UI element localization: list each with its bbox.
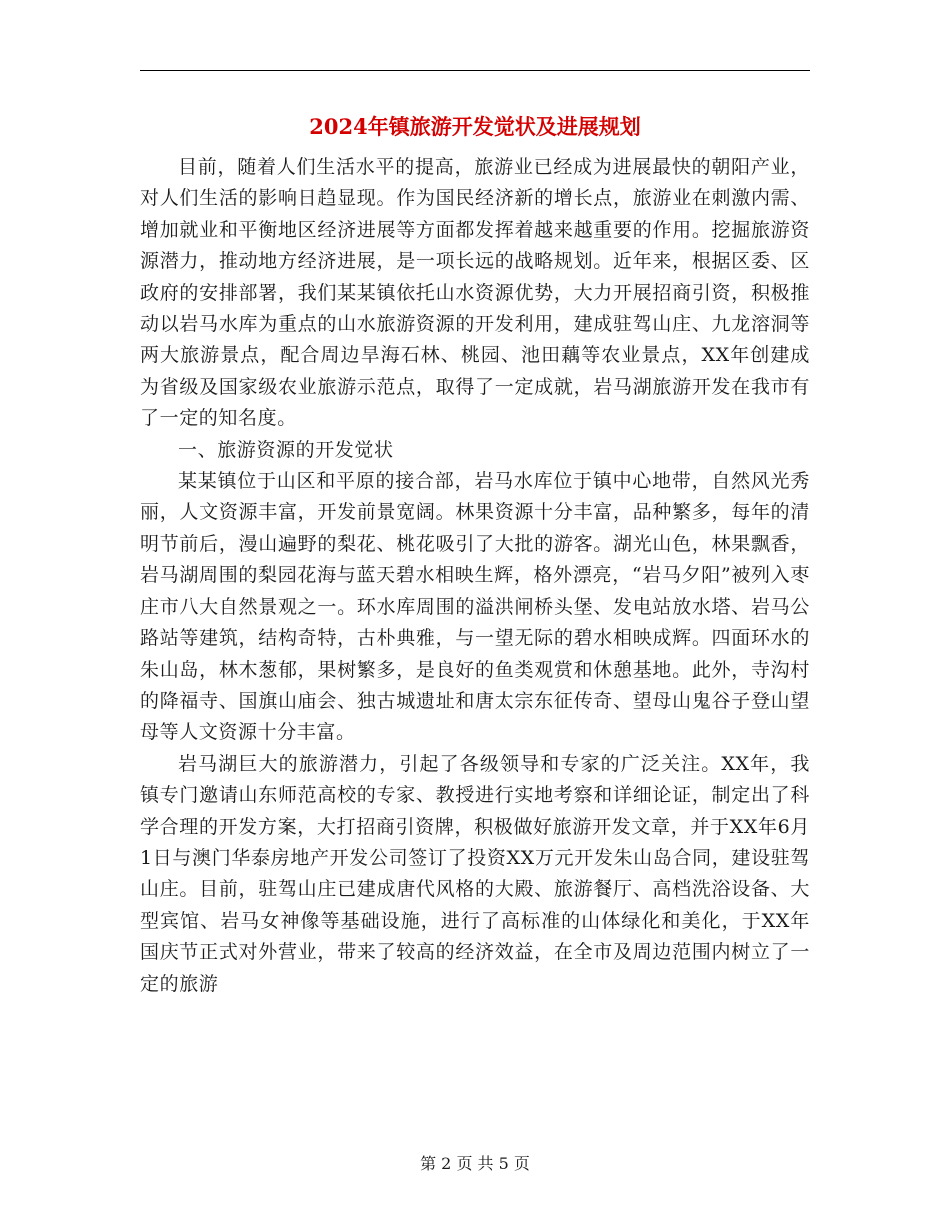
document-title: 2024年镇旅游开发觉状及进展规划: [309, 114, 641, 139]
footer-current-page: 2: [441, 1154, 452, 1173]
footer-suffix: 页: [513, 1154, 530, 1173]
footer-middle: 页 共: [456, 1154, 494, 1173]
document-body: [140, 152, 810, 1000]
header-rule: [140, 70, 810, 71]
paragraph-resources: 某某镇位于山区和平原的接合部，岩马水库位于镇中心地带，自然风光秀丽，人文资源丰富，开发前景宽阔。林果资源十分丰富，品种繁多，每年的清明节前后，漫山遍野的梨花、桃花吸引了大批的游客。湖光山色，林果飘香，岩马湖周围的梨园花海与蓝天碧水相映生辉，格外漂亮，“岩马夕阳”被列入枣庄市八大自然景观之一。环水库周围的溢洪闸桥头堡、发电站放水塔、岩马公路站等建筑，结构奇特，古朴典雅，与一望无际的碧水相映成辉。四面环水的朱山岛，林木葱郁，果树繁多，是良好的鱼类观赏和休憩基地。此外，寺沟村的降福寺、国旗山庙会、独古城遗址和唐太宗东征传奇、望母山鬼谷子登山望母等人文资源十分丰富。: [140, 470, 810, 744]
footer-prefix: 第: [420, 1154, 437, 1173]
paragraph-intro: 目前，随着人们生活水平的提高，旅游业已经成为进展最快的朝阳产业，对人们生活的影响日趋显现。作为国民经济新的增长点，旅游业在刺激内需、增加就业和平衡地区经济进展等方面都发挥着越来越重要的作用。挖掘旅游资源潜力，推动地方经济进展，是一项长远的战略规划。近年来，根据区委、区政府的安排部署，我们某某镇依托山水资源优势，大力开展招商引资，积极推动以岩马水库为重点的山水旅游资源的开发利用，建成驻驾山庄、九龙溶洞等两大旅游景点，配合周边旱海石林、桃园、池田藕等农业景点，XX年创建成为省级及国家级农业旅游示范点，取得了一定成就，岩马湖旅游开发在我市有了一定的知名度。: [140, 156, 810, 430]
paragraph-development: 岩马湖巨大的旅游潜力，引起了各级领导和专家的广泛关注。XX年，我镇专门邀请山东师范高校的专家、教授进行实地考察和详细论证，制定出了科学合理的开发方案，大打招商引资牌，积极做好旅游开发文章，并于XX年6月1日与澳门华泰房地产开发公司签订了投资XX万元开发朱山岛合同，建设驻驾山庄。目前，驻驾山庄已建成唐代风格的大殿、旅游餐厅、高档洗浴设备、大型宾馆、岩马女神像等基础设施，进行了高标准的山体绿化和美化，于XX年国庆节正式对外营业，带来了较高的经济效益，在全市及周边范围内树立了一定的旅游: [140, 752, 810, 995]
page-footer: [0, 1153, 950, 1175]
section-heading-status: 一、旅游资源的开发觉状: [178, 438, 394, 461]
footer-total-pages: 5: [498, 1154, 509, 1173]
